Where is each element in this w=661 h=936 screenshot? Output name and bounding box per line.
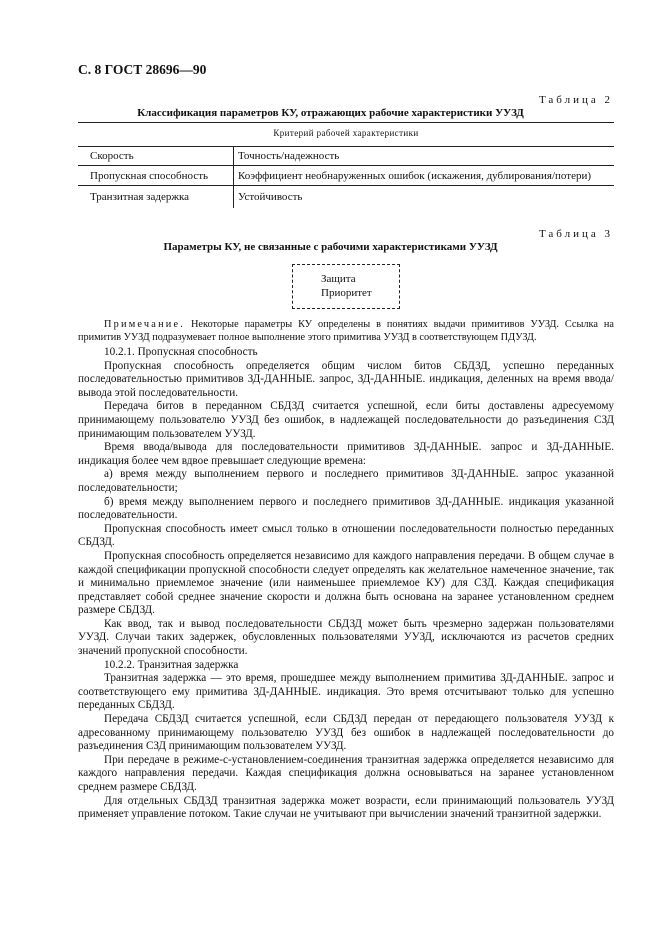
paragraph: При передаче в режиме-с-установлением-соединения транзитная задержка определяется независимо для каждого направления передачи. Каждая спецификация должна основываться на заранее установленном среднем размере СБДЗД.	[78, 753, 614, 793]
paragraph: Время ввода/вывода для последовательности примитивов ЗД-ДАННЫЕ. запрос и ЗД-ДАННЫЕ. индикация более чем вдвое превышает следующие времена:	[78, 441, 614, 467]
paragraph: Для отдельных СБДЗД транзитная задержка может возрасти, если принимающий пользователь УУЗД применяет управление потоком. Такие случаи не учитывают при вычислении значений транзитной задержки.	[78, 794, 614, 821]
table3-item: Защита	[321, 273, 356, 285]
table-row	[78, 146, 614, 166]
table2	[78, 146, 614, 208]
note-paragraph	[78, 319, 614, 344]
paragraph: Пропускная способность определяется общим числом битов СБДЗД, успешно переданных последовательностью примитивов ЗД-ДАННЫЕ. запрос, ЗД-ДАННЫЕ. индикация, деленных на время ввода/вывода этой последовательности.	[78, 359, 614, 399]
table-cell: Скорость	[78, 146, 234, 166]
table-cell: Транзитная задержка	[78, 186, 234, 209]
note-label: Примечание.	[104, 319, 186, 330]
table3-title: Параметры КУ, не связанные с рабочими характеристиками УУЗД	[163, 241, 498, 253]
section-heading: 10.2.2. Транзитная задержка	[104, 658, 239, 671]
paragraph: Как ввод, так и вывод последовательности СБДЗД может быть чрезмерно задержан пользователями УУЗД. Случаи таких задержек, обусловленных пользователями УУЗД, исключаются из расчетов средних значений пропускной способности.	[78, 617, 614, 658]
table-row	[78, 186, 614, 209]
paragraph: Транзитная задержка — это время, прошедшее между выполнением примитива ЗД-ДАННЫЕ. запрос и соответствующего ему примитива ЗД-ДАННЫЕ. индикация. Это время отсчитывают только для успешно переданных СБДЗД.	[78, 672, 614, 712]
table-cell: Коэффициент необнаруженных ошибок (искажения, дублирования/потери)	[234, 166, 615, 186]
table-cell: Пропускная способность	[78, 166, 234, 186]
table2-title: Классификация параметров КУ, отражающих рабочие характеристики УУЗД	[137, 107, 524, 119]
section-heading: 10.2.1. Пропускная способность	[104, 346, 258, 358]
note-body: Некоторые параметры КУ определены в понятиях выдачи примитивов УУЗД. Ссылка на примитив УУЗД подразумевает полное выполнение этого примитива УУЗД в соответствующем ПДУЗД.	[78, 319, 614, 343]
paragraph: Передача битов в переданном СБДЗД считается успешной, если биты доставлены адресуемому принимающему пользователю УУЗД без ошибок, в надлежащей последовательности до разъединения СЗД принимающим пользователем УУЗД.	[78, 400, 614, 440]
table-row	[78, 166, 614, 186]
paragraph: Пропускная способность имеет смысл только в отношении последовательности полностью переданных СБДЗД.	[78, 522, 614, 549]
table2-top-rule	[78, 122, 614, 123]
table-cell: Устойчивость	[238, 191, 303, 203]
paragraph: Пропускная способность определяется независимо для каждого направления передачи. В общем случае в каждой спецификации пропускной способности следует определять как желательное намеченное значение, так и минимально приемлемое значение (или наименьшее приемлемое КУ) для СЗД. Каждая спецификация представляет собой среднее значение скорости и должна быть основана на заранее установленном среднем размере СБДЗД.	[78, 549, 614, 617]
table3-dashed-box	[292, 264, 400, 309]
list-item: б) время между выполнением первого и последнего примитивов ЗД-ДАННЫЕ. индикация указанной последовательности.	[78, 495, 614, 522]
body-text	[78, 319, 614, 822]
table-cell: Точность/надежность	[234, 146, 615, 166]
table2-label: Таблица 2	[538, 94, 613, 106]
table3-item: Приоритет	[321, 287, 372, 299]
paragraph: Передача СБДЗД считается успешной, если СБДЗД передан от передающего пользователя УУЗД к адресованному принимающему пользователю УУЗД без ошибок в надлежащей последовательности до разъединения СЗД принимающим пользователем УУЗД.	[78, 713, 614, 753]
table3-label: Таблица 3	[538, 228, 613, 240]
list-item: а) время между выполнением первого и последнего примитивов ЗД-ДАННЫЕ. запрос указанной последовательности;	[78, 468, 614, 494]
page-header: С. 8 ГОСТ 28696—90	[78, 62, 207, 77]
table2-criterion-header: Критерий рабочей характеристики	[273, 128, 419, 138]
